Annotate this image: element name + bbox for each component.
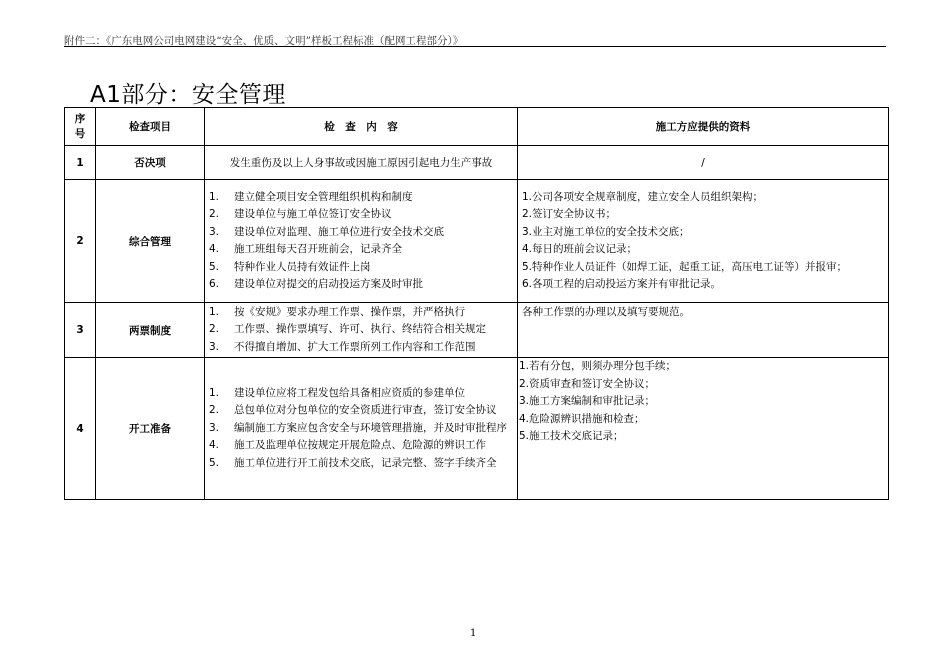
list-item: 4.危险源辨识措施和检查； — [519, 412, 645, 425]
list-item: 1. 建设单位应将工程发包给具备相应资质的参建单位 — [209, 386, 465, 399]
materials-list — [518, 358, 888, 446]
list-item: 1. 按《安规》要求办理工作票、操作票，并严格执行 — [209, 305, 465, 318]
section-title: A1部分：安全管理 — [90, 82, 286, 108]
list-item: 3. 不得擅自增加、扩大工作票所列工作内容和工作范围 — [209, 340, 476, 353]
header-content: 检 查 内 容 — [205, 108, 518, 146]
table-row — [65, 358, 889, 500]
list-item: 5.特种作业人员证件（如焊工证，起重工证，高压电工证等）并报审； — [522, 260, 848, 273]
row-materials: / — [518, 146, 889, 180]
row-number: 4 — [65, 358, 96, 500]
materials-list — [518, 303, 888, 322]
list-item: 3. 编制施工方案应包含安全与环境管理措施，并及时审批程序 — [209, 421, 507, 434]
table-row — [65, 146, 889, 180]
list-item: 各种工作票的办理以及填写要规范。 — [522, 306, 690, 318]
row-item: 开工准备 — [96, 358, 205, 500]
row-materials — [518, 180, 889, 303]
row-materials — [518, 358, 889, 500]
list-item: 1.公司各项安全规章制度，建立安全人员组织架构； — [522, 190, 764, 203]
page-number: 1 — [470, 628, 477, 639]
header-rule — [64, 46, 886, 47]
row-item: 综合管理 — [96, 180, 205, 303]
row-number: 3 — [65, 303, 96, 358]
list-item: 4.每日的班前会议记录； — [522, 243, 638, 255]
document-header: 附件二：《广东电网公司电网建设“安全、优质、文明”样板工程标准（配网工程部分）》 — [64, 35, 464, 47]
list-item: 2.签订安全协议书； — [522, 208, 617, 220]
list-item: 3.施工方案编制和审批记录； — [519, 395, 656, 407]
header-materials: 施工方应提供的资料 — [518, 108, 889, 146]
row-content — [205, 303, 518, 358]
header-seq-line1: 序 — [74, 112, 86, 125]
list-item: 3. 建设单位对监理、施工单位进行安全技术交底 — [209, 225, 444, 238]
row-content: 发生重伤及以上人身事故或因施工原因引起电力生产事故 — [205, 146, 518, 180]
list-item: 4. 施工及监理单位按规定开展危险点、危险源的辨识工作 — [209, 439, 486, 452]
list-item: 1. 建立健全项目安全管理组织机构和制度 — [209, 190, 413, 203]
list-item: 2. 工作票、操作票填写、许可、执行、终结符合相关规定 — [209, 323, 486, 336]
list-item: 1.若有分包，则须办理分包手续； — [519, 360, 677, 372]
list-item: 5. 特种作业人员持有效证件上岗 — [209, 260, 371, 273]
safety-management-table — [64, 107, 889, 500]
list-item: 3.业主对施工单位的安全技术交底； — [522, 225, 690, 238]
row-materials — [518, 303, 889, 358]
table-header-row — [65, 108, 889, 146]
row-content — [205, 180, 518, 303]
list-item: 5. 施工单位进行开工前技术交底，记录完整、签字手续齐全 — [209, 456, 497, 469]
header-item: 检查项目 — [96, 108, 205, 146]
requirement-list — [205, 189, 517, 294]
row-number: 2 — [65, 180, 96, 303]
row-content — [205, 358, 518, 500]
list-item: 4. 施工班组每天召开班前会，记录齐全 — [209, 243, 402, 255]
list-item: 6. 建设单位对提交的启动投运方案及时审批 — [209, 278, 423, 290]
list-item: 2.资质审查和签订安全协议； — [519, 377, 656, 390]
table-row — [65, 303, 889, 358]
row-item: 两票制度 — [96, 303, 205, 358]
row-item: 否决项 — [96, 146, 205, 180]
table-row — [65, 180, 889, 303]
list-item: 6.各项工程的启动投运方案并有审批记录。 — [522, 278, 722, 290]
materials-list — [518, 189, 888, 294]
list-item: 2. 建设单位与施工单位签订安全协议 — [209, 208, 392, 220]
list-item: 5.施工技术交底记录； — [519, 430, 624, 442]
requirement-list — [205, 304, 517, 357]
list-item: 2. 总包单位对分包单位的安全资质进行审查，签订安全协议 — [209, 404, 497, 417]
requirement-list — [205, 385, 517, 473]
header-seq-line2: 号 — [74, 127, 86, 140]
row-number: 1 — [65, 146, 96, 180]
header-seq — [65, 108, 96, 146]
